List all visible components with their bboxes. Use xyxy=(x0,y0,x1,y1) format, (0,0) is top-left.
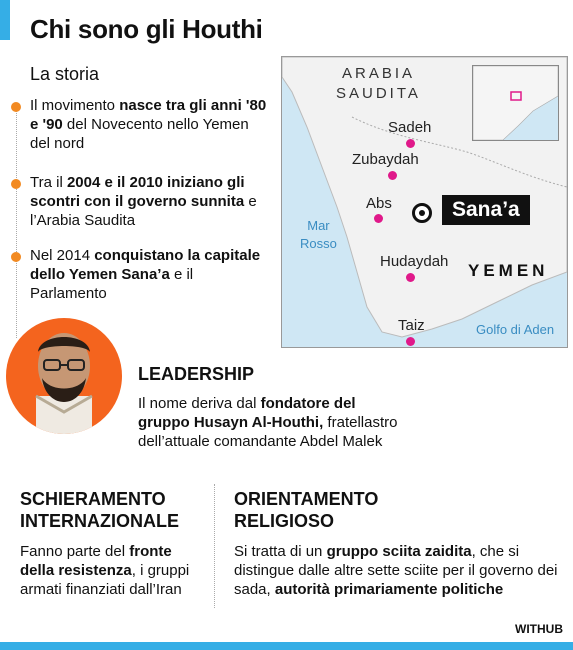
leadership-heading: LEADERSHIP xyxy=(138,364,255,384)
story-item xyxy=(30,96,270,153)
column-divider xyxy=(214,484,215,608)
text-span: Si tratta di un xyxy=(234,543,327,560)
capital-label: Sana’a xyxy=(442,195,530,225)
text-span: , i gruppi armati finanziati dall’Iran xyxy=(20,562,190,598)
country-label-yemen: YEMEN xyxy=(468,261,549,280)
bold-text: nasce tra gli anni '80 e '90 xyxy=(30,97,267,133)
timeline-bullet xyxy=(11,102,21,112)
text-span: Fanno parte del xyxy=(20,543,130,560)
city-dot xyxy=(406,337,415,346)
timeline-bullet xyxy=(11,252,21,262)
accent-bar xyxy=(0,0,10,40)
text-span: fratellastro dell’attuale comandante Abdel Malek xyxy=(138,414,398,450)
inset-map xyxy=(473,66,558,140)
alignment-heading-line: SCHIERAMENTO xyxy=(20,489,166,509)
alignment-heading xyxy=(20,488,179,532)
footer-bar xyxy=(0,642,573,650)
text-span: e l’Arabia Saudita xyxy=(30,193,257,229)
city-label: Zubaydah xyxy=(352,151,419,168)
story-item xyxy=(30,246,270,303)
timeline-line xyxy=(16,108,17,338)
alignment-heading-line: INTERNAZIONALE xyxy=(20,511,179,531)
religion-heading-line: ORIENTAMENTO xyxy=(234,489,379,509)
locator-inset xyxy=(472,65,559,141)
city-label: Sadeh xyxy=(388,119,432,136)
alignment-text xyxy=(20,542,205,599)
text-span: Nel 2014 xyxy=(30,247,95,264)
sea-label-red xyxy=(300,217,337,253)
city-dot xyxy=(374,214,383,223)
capital-marker xyxy=(412,203,432,223)
text-span: Il movimento xyxy=(30,97,120,114)
sea-label-line: Rosso xyxy=(300,236,337,251)
red-sea-area xyxy=(282,197,337,317)
city-label: Taiz xyxy=(398,317,425,334)
bold-text: 2004 e il 2010 iniziano gli scontri con il governo sunnita xyxy=(30,174,245,210)
story-item xyxy=(30,173,270,230)
timeline-bullet xyxy=(11,179,21,189)
portrait-illustration xyxy=(6,318,122,434)
sea-label-line: Mar xyxy=(307,218,330,233)
city-label: Hudaydah xyxy=(380,253,449,270)
bold-text: conquistano la capitale dello Yemen Sana’a xyxy=(30,247,261,283)
leader-portrait xyxy=(6,318,122,434)
city-dot xyxy=(388,171,397,180)
text-span: del Novecento nello Yemen del nord xyxy=(30,116,249,152)
text-span: e il Parlamento xyxy=(30,266,194,302)
leadership-text xyxy=(138,394,408,451)
religion-heading xyxy=(234,488,378,532)
bold-text: gruppo sciita zaidita xyxy=(326,543,472,560)
religion-heading-line: RELIGIOSO xyxy=(234,511,335,531)
bold-text: fronte della resistenza xyxy=(20,543,172,579)
country-label-saudi: SAUDITA xyxy=(336,85,421,102)
brand-logo: WITHUB xyxy=(515,622,563,636)
text-span: Il nome deriva dal xyxy=(138,395,261,412)
city-label: Abs xyxy=(366,195,392,212)
text-span: Tra il xyxy=(30,174,67,191)
city-dot xyxy=(406,273,415,282)
religion-text xyxy=(234,542,564,599)
sea-label-aden: Golfo di Aden xyxy=(476,322,555,337)
bold-text: fondatore del gruppo Husayn Al-Houthi, xyxy=(138,395,356,431)
bold-text: autorità primariamente politiche xyxy=(274,581,504,598)
yemen-map xyxy=(281,56,568,348)
text-span: , che si distingue dalle altre sette sciite per il governo dei sada, xyxy=(234,543,558,598)
page-title: Chi sono gli Houthi xyxy=(30,14,263,44)
country-label-saudi: ARABIA xyxy=(342,65,416,82)
story-heading: La storia xyxy=(30,64,100,84)
city-dot xyxy=(406,139,415,148)
